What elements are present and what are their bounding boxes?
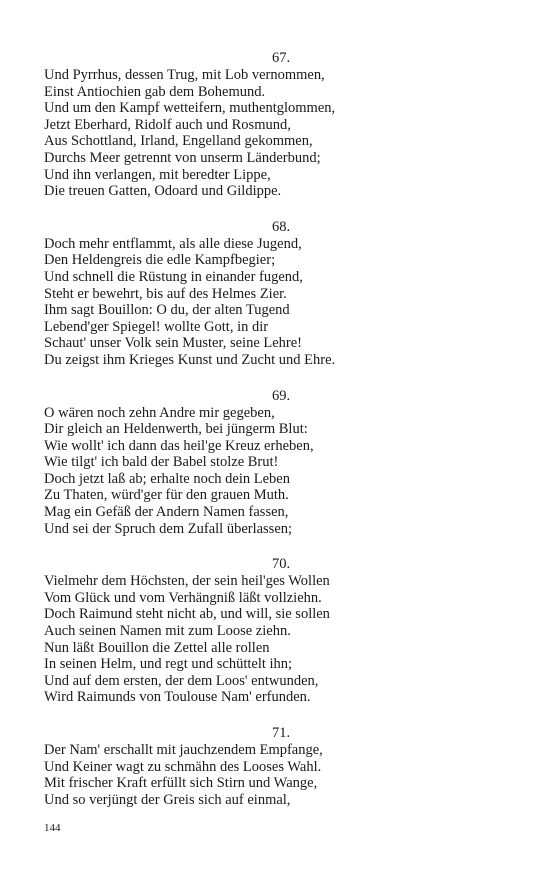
verse-line: Vom Glück und vom Verhängniß läßt vollziehn.	[44, 589, 322, 606]
stanza-number: 70.	[271, 556, 291, 573]
page-number: 144	[44, 822, 61, 834]
verse-line: Dir gleich an Heldenwerth, bei jüngerm Blut:	[44, 421, 308, 438]
verse-line: Mit frischer Kraft erfüllt sich Stirn und Wange,	[44, 775, 318, 792]
verse-line: Steht er bewehrt, bis auf des Helmes Zier.	[44, 285, 287, 302]
verse-line: Und um den Kampf wetteifern, muthentglommen,	[44, 100, 336, 117]
verse-line: Wie wollt' ich dann das heil'ge Kreuz erheben,	[44, 437, 314, 454]
verse-line: Nun läßt Bouillon die Zettel alle rollen	[44, 639, 270, 656]
verse-line: Der Nam' erschallt mit jauchzendem Empfange,	[44, 742, 323, 758]
verse-line: Und auf dem ersten, der dem Loos' entwunden,	[44, 672, 319, 689]
poem-page	[44, 50, 504, 827]
stanza-69	[44, 388, 504, 538]
stanza-number: 67.	[271, 50, 291, 66]
verse-line: Lebend'ger Spiegel! wollte Gott, in dir	[44, 318, 269, 335]
verse-line: Schaut' unser Volk sein Muster, seine Lehre!	[44, 335, 303, 352]
verse-line: Und Pyrrhus, dessen Trug, mit Lob vernommen,	[44, 67, 325, 83]
stanza-67	[44, 50, 504, 200]
verse-line: Durchs Meer getrennt von unserm Länderbund;	[44, 149, 321, 166]
verse-line: Die treuen Gatten, Odoard und Gildippe.	[44, 183, 282, 200]
verse-line: In seinen Helm, und regt und schüttelt ihn;	[44, 656, 293, 673]
verse-line: Du zeigst ihm Krieges Kunst und Zucht und Ehre.	[44, 351, 336, 368]
verse-line: Und ihn verlangen, mit beredter Lippe,	[44, 166, 271, 183]
stanza-number: 69.	[271, 387, 291, 404]
verse-line: Wird Raimunds von Toulouse Nam' erfunden.	[44, 689, 311, 706]
stanza-number: 68.	[271, 218, 291, 235]
verse-line: Einst Antiochien gab dem Bohemund.	[44, 83, 266, 100]
stanza-71	[44, 725, 504, 808]
verse-line: Und Keiner wagt zu schmähn des Looses Wahl.	[44, 758, 322, 775]
verse-line: Auch seinen Namen mit zum Loose ziehn.	[44, 623, 291, 640]
verse-line: Doch Raimund steht nicht ab, und will, sie sollen	[44, 606, 330, 623]
verse-line: Wie tilgt' ich bald der Babel stolze Brut!	[44, 454, 279, 471]
verse-line: Aus Schottland, Irland, Engelland gekommen,	[44, 133, 313, 150]
verse-line: Den Heldengreis die edle Kampfbegier;	[44, 252, 276, 269]
verse-line: Und so verjüngt der Greis sich auf einmal,	[44, 791, 291, 808]
verse-line: Und sei der Spruch dem Zufall überlassen;	[44, 520, 293, 537]
verse-line: Und schnell die Rüstung in einander fugend,	[44, 268, 303, 285]
verse-line: Doch mehr entflammt, als alle diese Jugend,	[44, 235, 302, 252]
stanza-number: 71.	[271, 725, 291, 741]
verse-line: Doch jetzt laß ab; erhalte noch dein Leben	[44, 470, 290, 487]
verse-line: O wären noch zehn Andre mir gegeben,	[44, 404, 275, 421]
verse-line: Vielmehr dem Höchsten, der sein heil'ges Wollen	[44, 573, 330, 590]
stanza-70	[44, 556, 504, 706]
stanza-68	[44, 219, 504, 369]
verse-line: Mag ein Gefäß der Andern Namen fassen,	[44, 504, 289, 521]
verse-line: Zu Thaten, würd'ger für den grauen Muth.	[44, 487, 289, 504]
verse-line: Jetzt Eberhard, Ridolf auch und Rosmund,	[44, 116, 291, 133]
verse-line: Ihm sagt Bouillon: O du, der alten Tugend	[44, 302, 290, 319]
